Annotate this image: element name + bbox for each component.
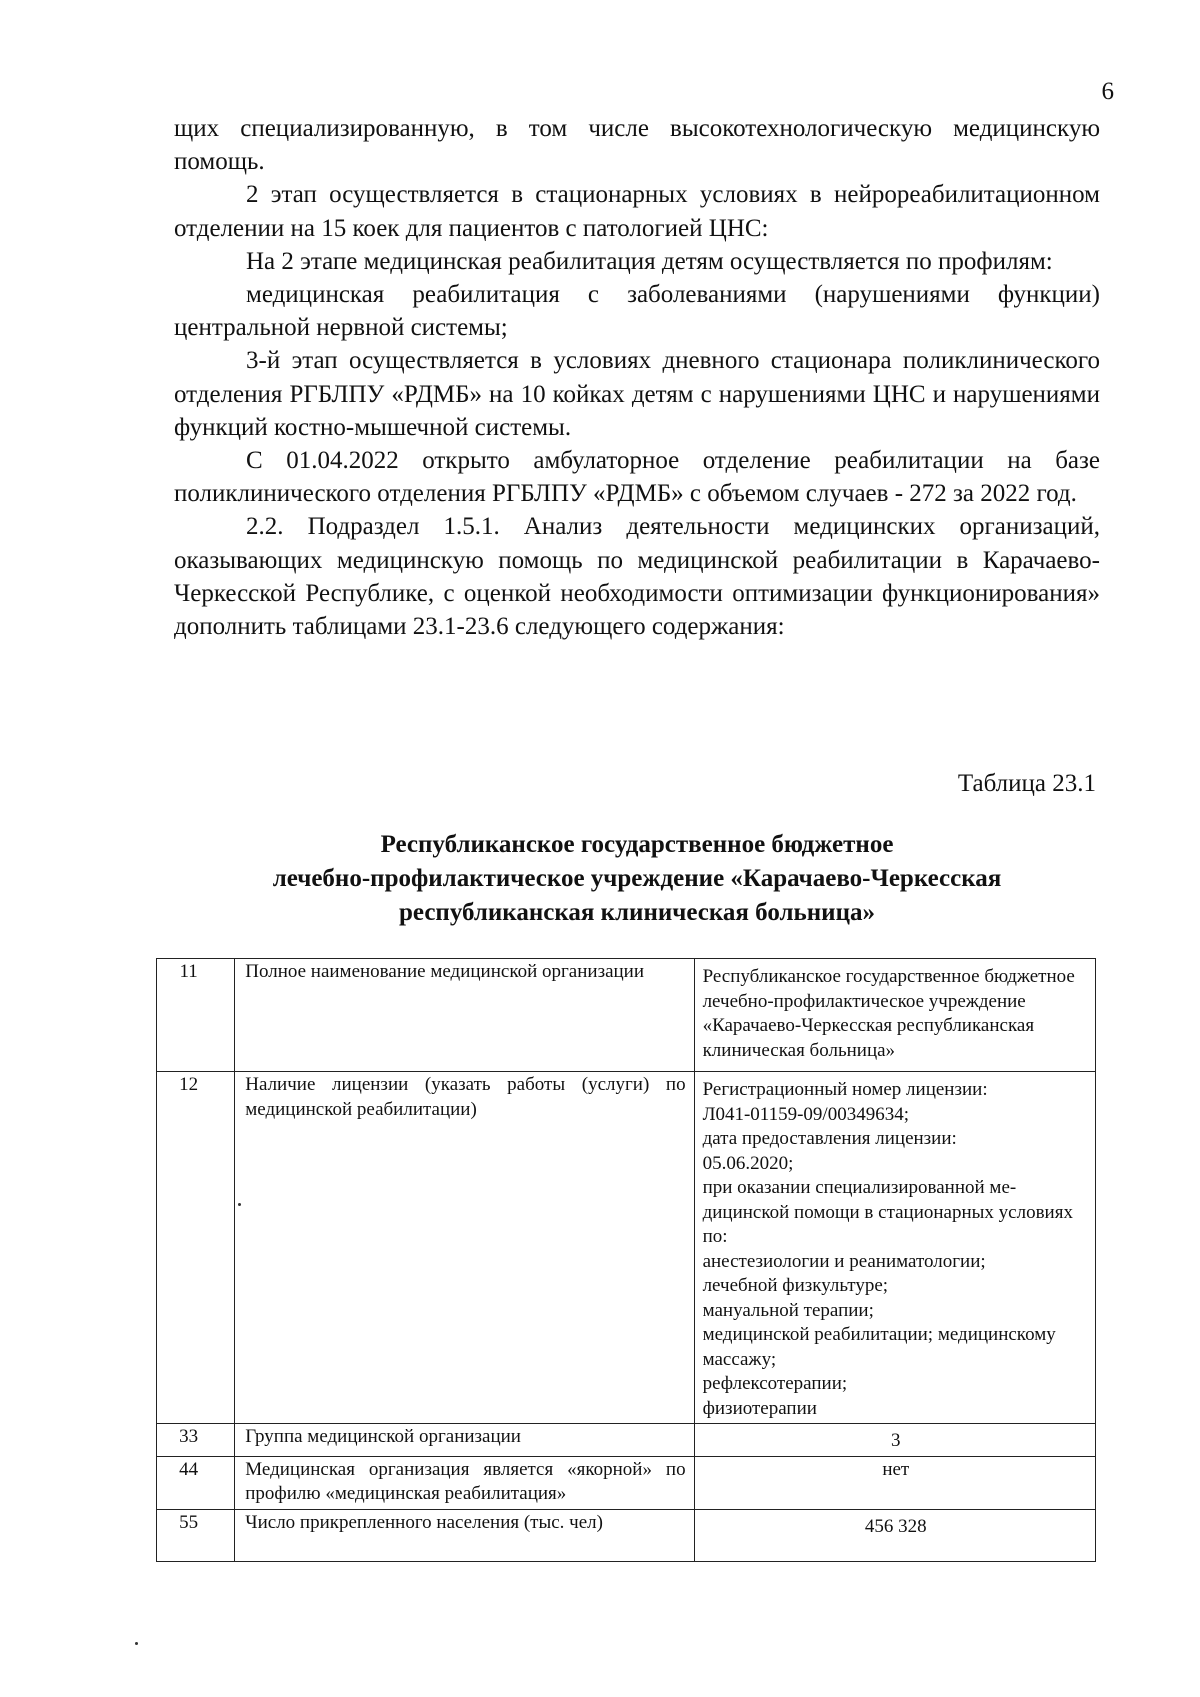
row-value: нет (694, 1456, 1095, 1509)
organization-title-line: лечебно-профилактическое учреждение «Карачаево-Черкесская (272, 865, 1002, 892)
paragraph: 2 этап осуществляется в стационарных условиях в нейрореабилитационном отделении на 15 коек для пациентов с патологией ЦНС: (174, 181, 1100, 242)
value-line: медицинской реабилитации; медицинскому массажу; (702, 1324, 1056, 1370)
scan-speck (135, 1642, 138, 1645)
paragraph: 3-й этап осуществляется в условиях дневного стационара поликлинического отделения РГБЛПУ «РДМБ» на 10 койках детям с нарушениями ЦНС и нарушениями функций костно-мышечной системы. (174, 347, 1100, 441)
row-label: Группа медицинской организации (235, 1424, 694, 1457)
value-line: Л041-01159-09/00349634; (702, 1103, 909, 1125)
organization-title (174, 828, 1100, 930)
row-number: 55 (157, 1509, 235, 1562)
body-text (174, 112, 1100, 643)
value-line: 05.06.2020; (702, 1152, 794, 1174)
value-line: дата предоставления лицензии: (702, 1128, 957, 1149)
row-value: 3 (694, 1424, 1095, 1457)
organization-info-table (156, 958, 1096, 1562)
value-line: рефлексотерапии; (702, 1373, 848, 1394)
row-label: Наличие лицензии (указать работы (услуги) по медицинской реабилитации) (235, 1072, 694, 1424)
organization-title-line: республиканская клиническая больница» (399, 899, 875, 926)
paragraph: 2.2. Подраздел 1.5.1. Анализ деятельности медицинских организаций, оказывающих медицинскую помощь по медицинской реабилитации в Карачаево-Черкесской Республике, с оценкой необходимости оптимизации функционирования» дополнить таблицами 23.1-23.6 следующего содержания: (174, 513, 1100, 641)
value-line: физиотерапии (702, 1397, 817, 1419)
row-number: 11 (157, 959, 235, 1072)
row-label: Число прикрепленного населения (тыс. чел) (235, 1509, 694, 1562)
table-caption: Таблица 23.1 (957, 770, 1096, 797)
row-value: 456 328 (694, 1509, 1095, 1562)
table-row (157, 1456, 1096, 1509)
paragraph: На 2 этапе медицинская реабилитация детям осуществляется по профилям: (246, 247, 1053, 275)
table-row (157, 1072, 1096, 1424)
scan-speck (238, 1203, 241, 1206)
table-row (157, 1509, 1096, 1562)
value-line: Республиканское государственное бюджетное лечебно-профилактическое учреждение «Карачаево-Черкесская республиканская клиническая больница» (702, 966, 1075, 1061)
paragraph: медицинская реабилитация с заболеваниями (нарушениями функции) центральной нервной системы; (174, 281, 1100, 342)
paragraph: щих специализированную, в том числе высокотехнологическую медицинскую помощь. (174, 115, 1100, 176)
value-line: анестезиологии и реаниматологии; (702, 1250, 986, 1272)
row-number: 12 (157, 1072, 235, 1424)
paragraph: С 01.04.2022 открыто амбулаторное отделение реабилитации на базе поликлинического отделения РГБЛПУ «РДМБ» с объемом случаев - 272 за 2022 год. (174, 447, 1100, 508)
page-number: 6 (1101, 78, 1114, 105)
row-value (694, 959, 1095, 1072)
value-line: лечебной физкультуре; (702, 1275, 889, 1296)
organization-title-line: Республиканское государственное бюджетное (380, 831, 894, 858)
table-row (157, 1424, 1096, 1457)
row-number: 33 (157, 1424, 235, 1457)
table-row (157, 959, 1096, 1072)
value-line: мануальной терапии; (702, 1299, 874, 1321)
row-label: Полное наименование медицинской организации (235, 959, 694, 1072)
value-line: Регистрационный номер лицензии: (702, 1079, 988, 1100)
row-label: Медицинская организация является «якорной» по профилю «медицинская реабилитация» (235, 1456, 694, 1509)
value-line: при оказании специализированной медицинской помощи в стационарных условиях по: (702, 1177, 1073, 1247)
row-number: 44 (157, 1456, 235, 1509)
row-value (694, 1072, 1095, 1424)
